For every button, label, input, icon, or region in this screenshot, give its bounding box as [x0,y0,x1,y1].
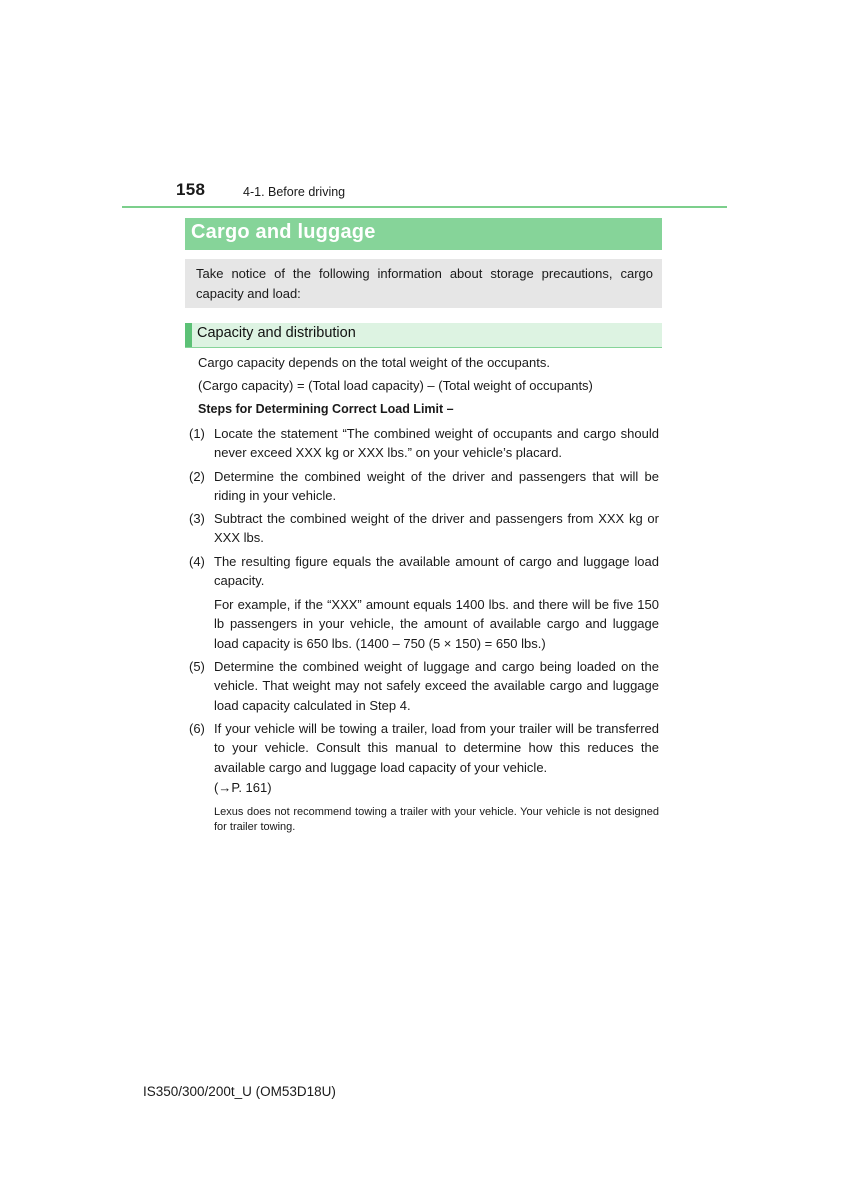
subsection-heading: Capacity and distribution [197,325,356,341]
example-paragraph: For example, if the “XXX” amount equals 1400 lbs. and there will be five 150 lb passengers in your vehicle, the amount of available cargo and luggage load capacity is 650 lbs. (1400 – 750 (5 × 150) = 650 lbs.) [214,597,659,651]
step-number: (2) [189,469,205,484]
section-reference: 4-1. Before driving [243,185,346,199]
step-text: The resulting figure equals the available amount of cargo and luggage load capacity. [214,554,659,589]
page-title: Cargo and luggage [191,221,376,243]
steps-heading: Steps for Determining Correct Load Limit – [198,402,454,416]
step-text: Determine the combined weight of the driver and passengers that will be riding in your vehicle. [214,469,659,504]
notice-text: Take notice of the following information about storage precautions, cargo capacity and load: [196,266,653,301]
intro-paragraph: Cargo capacity depends on the total weight of the occupants. [198,355,550,370]
step-number: (5) [189,659,205,674]
subsection-accent [185,323,192,347]
subsection-heading-bar [185,323,662,348]
formula-paragraph: (Cargo capacity) = (Total load capacity) – (Total weight of occupants) [198,378,593,393]
step-number: (3) [189,511,205,526]
footer-model-code: IS350/300/200t_U (OM53D18U) [143,1084,336,1099]
towing-note: Lexus does not recommend towing a trailer with your vehicle. Your vehicle is not designed for trailer towing. [214,806,659,833]
section-title-bar [185,218,662,250]
step-number: (1) [189,426,205,441]
step-text: Subtract the combined weight of the driver and passengers from XXX kg or XXX lbs. [214,511,659,546]
page-header [0,0,848,210]
step-text: Determine the combined weight of luggage and cargo being loaded on the vehicle. That weight may not safely exceed the available cargo and luggage load capacity calculated in Step 4. [214,659,659,713]
step-number: (6) [189,721,205,736]
page-reference-link[interactable]: (→P. 161) [214,780,272,795]
notice-box [185,259,662,308]
header-divider [122,206,727,208]
step-text: If your vehicle will be towing a trailer, load from your trailer will be transferred to your vehicle. Consult this manual to determine how this reduces the available cargo and luggage load capacity of your vehicle. [214,721,659,775]
page-number: 158 [176,180,206,199]
step-number: (4) [189,554,205,569]
step-text: Locate the statement “The combined weight of occupants and cargo should never exceed XXX kg or XXX lbs.” on your vehicle’s placard. [214,426,659,461]
